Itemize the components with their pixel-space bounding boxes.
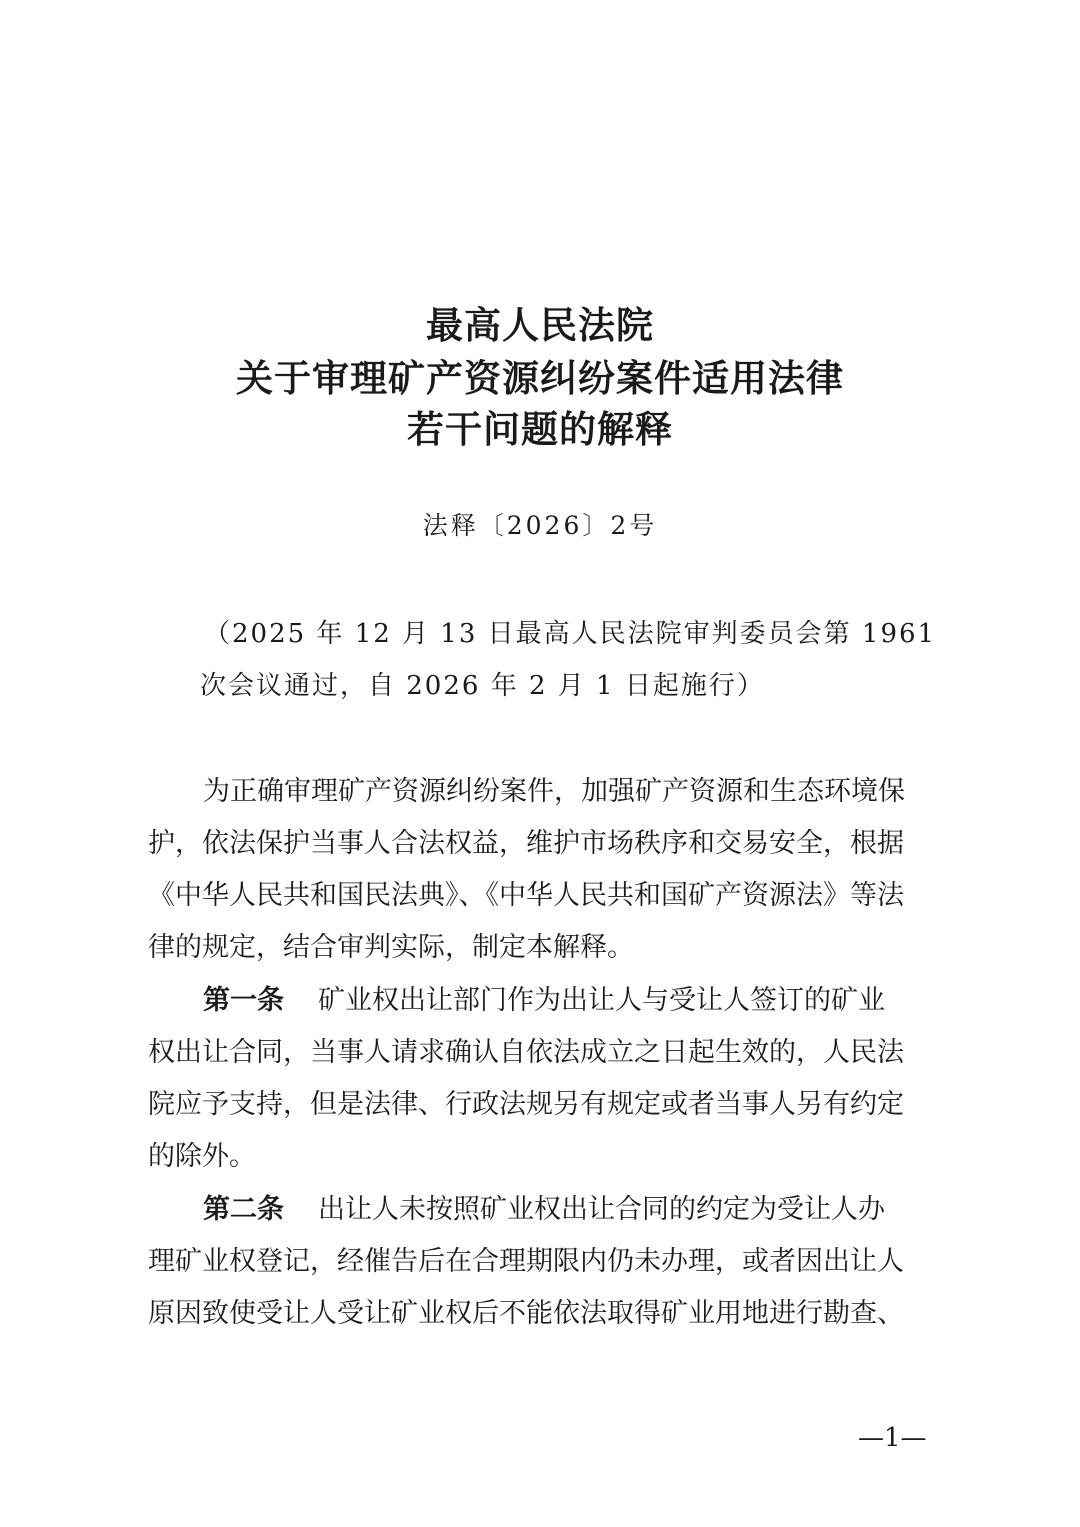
preamble-line-3: 《中华人民共和国民法典》、《中华人民共和国矿产资源法》等法 [148, 880, 904, 911]
article-2-heading: 第二条 [203, 1194, 284, 1225]
preamble-line-4: 律的规定，结合审判实际，制定本解释。 [148, 932, 634, 963]
article-1-line-3: 院应予支持，但是法律、行政法规另有规定或者当事人另有约定 [148, 1089, 904, 1120]
adoption-note-line-2: 次会议通过，自 2026 年 2 月 1 日起施行） [200, 671, 765, 701]
title-line-2: 关于审理矿产资源纠纷案件适用法律 [236, 356, 844, 400]
article-2-line-3: 原因致使受让人受让矿业权后不能依法取得矿业用地进行勘查、 [148, 1298, 904, 1329]
title-line-3: 若干问题的解释 [407, 407, 673, 451]
title-line-1: 最高人民法院 [426, 303, 654, 347]
adoption-note-line-1: （2025 年 12 月 13 日最高人民法院审判委员会第 1961 [204, 619, 937, 649]
article-1-line-4: 的除外。 [148, 1141, 256, 1172]
article-1-text-1: 矿业权出让部门作为出让人与受让人签订的矿业 [318, 985, 885, 1016]
article-2-line-2: 理矿业权登记，经催告后在合理期限内仍未办理，或者因出让人 [148, 1246, 904, 1277]
preamble-line-2: 护，依法保护当事人合法权益，维护市场秩序和交易安全，根据 [148, 828, 904, 859]
page-number: —1— [858, 1423, 927, 1453]
article-1-heading: 第一条 [203, 985, 284, 1016]
article-2-text-1: 出让人未按照矿业权出让合同的约定为受让人办 [318, 1194, 885, 1225]
article-2-line-1 [203, 1190, 948, 1230]
preamble-line-1: 为正确审理矿产资源纠纷案件，加强矿产资源和生态环境保 [203, 776, 905, 807]
article-1-line-2: 权出让合同，当事人请求确认自依法成立之日起生效的，人民法 [148, 1037, 904, 1068]
article-1-line-1 [203, 981, 948, 1021]
document-number: 法释〔2026〕2号 [422, 511, 658, 540]
